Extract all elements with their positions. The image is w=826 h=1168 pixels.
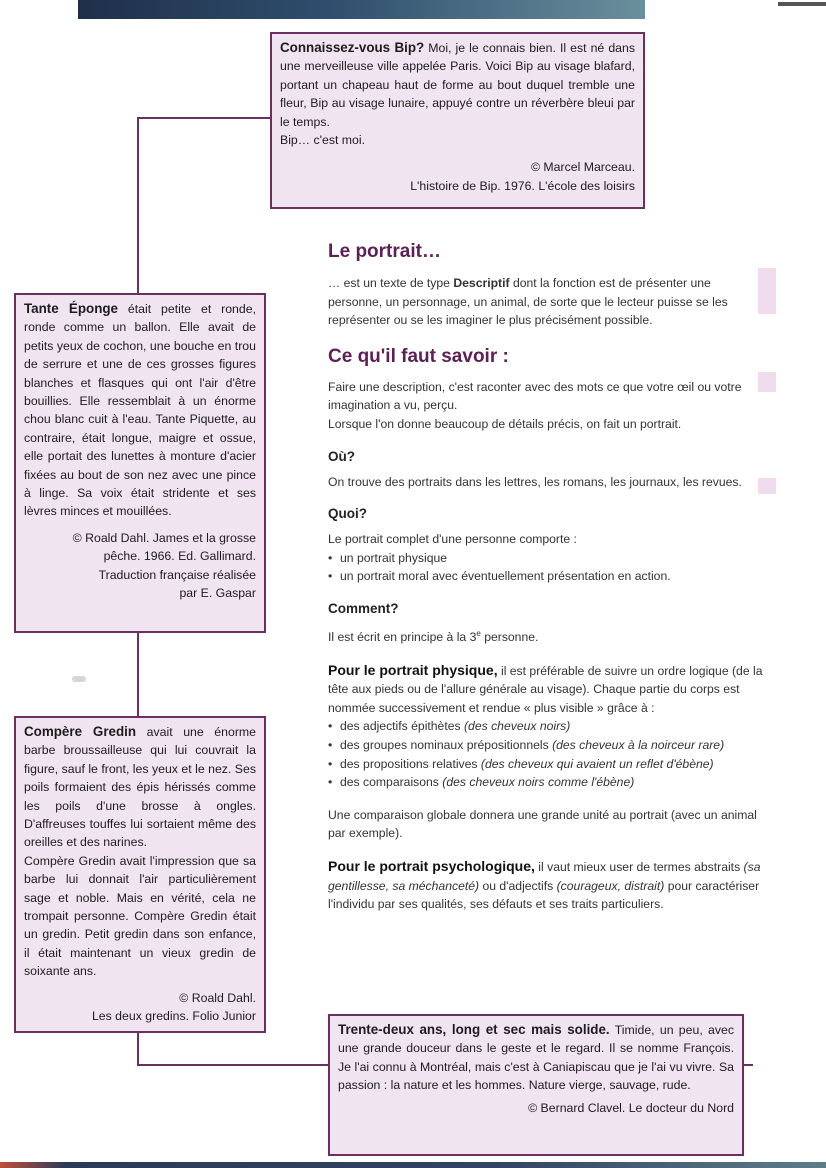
quoi-list: [328, 549, 764, 586]
section-heading-savoir: Ce qu'il faut savoir :: [328, 345, 509, 367]
quote-box-bip: [270, 32, 645, 209]
quote-body: [338, 1021, 734, 1095]
scan-smudge: [72, 676, 86, 682]
physique-list: [328, 717, 764, 791]
quote-text: Moi, je le connais bien. Il est né dans une merveilleuse ville appelée Paris. Voici Bip au visage blafard, portant un chapeau haut de forme au bout duquel tremble une fleur, Bip au visage lunaire, appuyé contre un réverbère bleui par le temps.: [280, 41, 635, 129]
quote-box-clavel: [328, 1014, 744, 1156]
comment-part: personne.: [480, 630, 539, 644]
physique-text: il est préférable de suivre un ordre logique (de la tête aux pieds ou de l'allure générale au visage). Chaque partie du corps est nommée successivement et rendue « plus visible » grâce à :: [328, 663, 763, 715]
quote-credit: © Roald Dahl. James et la grosse: [72, 530, 256, 545]
quote-box-gredin: [14, 716, 266, 1033]
quote-credit: pêche. 1966. Ed. Gallimard.: [103, 549, 256, 564]
list-item: [328, 736, 764, 755]
quote-text: Timide, un peu, avec une grande douceur dans le geste et le regard. Il se nomme François. Je l'ai connu à Montréal, mais c'est à Caniapiscau que je l'ai vu vivre. Sa passion : la nature et les hommes. Nature vierge, sauvage, rude.: [338, 1023, 734, 1093]
psycho-example: (courageux, distrait): [556, 878, 665, 893]
ou-text: On trouve des portraits dans les lettres, les romans, les journaux, les revues.: [328, 474, 742, 489]
psycho-example: (sa gentillesse, sa méchanceté): [328, 859, 761, 893]
item-text: des comparaisons: [340, 775, 443, 790]
quote-credit: L'histoire de Bip. 1976. L'école des loisirs: [410, 178, 635, 193]
psycho-text: pour caractériser l'individu par ses qualités, ses défauts et ses traits particuliers.: [328, 878, 760, 912]
superscript: e: [476, 628, 481, 638]
item-example: (des cheveux noirs): [463, 719, 571, 734]
item-text: des adjectifs épithètes: [340, 719, 464, 734]
item-example: (des cheveux qui avaient un reflet d'ébène): [480, 756, 714, 771]
quote-lead: Compère Gredin: [24, 724, 137, 739]
quote-credit: Les deux gredins. Folio Junior: [91, 1009, 256, 1024]
item-text: des propositions relatives: [340, 756, 481, 771]
top-right-mark: [778, 2, 826, 6]
quote-last: Bip… c'est moi.: [280, 133, 366, 148]
psycho-paragraph: [328, 857, 764, 914]
quote-text-2: Compère Gredin avait l'impression que sa barbe lui donnait l'air particulièrement sage et noble. Mais en vérité, cela ne trompait personne. Compère Gredin était un gredin. Petit gredin dans son enfance, il était maintenant un vieux gredin de soixante ans.: [24, 853, 256, 979]
subheading-ou: Où?: [328, 448, 355, 464]
quote-lead: Connaissez-vous Bip?: [280, 40, 425, 55]
savoir-text: Faire une description, c'est raconter avec des mots ce que votre œil ou votre imagination a vu, perçu.: [328, 379, 742, 413]
list-item: • un portrait physique: [328, 549, 764, 568]
intro-text: … est un texte de type: [328, 276, 454, 290]
connector-line: [137, 632, 139, 716]
physique-paragraph: [328, 661, 764, 718]
list-item: [328, 717, 764, 736]
quote-credit: par E. Gaspar: [179, 586, 256, 601]
connector-line: [137, 117, 271, 119]
quote-lead: Tante Éponge: [24, 301, 119, 316]
subheading-comment: Comment?: [328, 600, 399, 616]
list-item: • un portrait moral avec éventuellement présentation en action.: [328, 567, 764, 586]
quote-credit: © Marcel Marceau.: [530, 160, 635, 175]
quote-text: avait une énorme barbe broussailleuse qui lui couvrait la figure, sauf le front, les yeux et le nez. Ses poils formaient des épis hérissés comme les poils d'une brosse à ongles. D'affreuses touffes lui sortaient même des oreilles et des narines.: [24, 725, 256, 850]
comment-text: [328, 625, 764, 647]
quote-body: [24, 723, 256, 852]
item-text: des groupes nominaux prépositionnels: [340, 737, 553, 752]
quote-text: était petite et ronde, ronde comme un ballon. Elle avait de petits yeux de cochon, une bouche en trou de serrure et une de ces grosses figures blanches et flasques qui ont l'air d'être bouillies. Elle ressemblait à un énorme chou blanc cuit à l'eau. Tante Piquette, au contraire, était longue, maigre et ossue, elle portait des lunettes à monture d'acier fixées au bout de son nez avec une pince à linge. Sa voix était stridente et ses lèvres minces et mouillées.: [24, 302, 256, 519]
quote-body: [280, 39, 635, 131]
comment-part: Il est écrit en principe à la 3: [328, 630, 477, 644]
psycho-lead: Pour le portrait psychologique,: [328, 857, 535, 874]
item-example: (des cheveux à la noirceur rare): [552, 737, 725, 752]
quoi-text: Le portrait complet d'une personne comporte :: [328, 532, 577, 547]
bottom-banner: [0, 1162, 826, 1168]
quote-credit: Traduction française réalisée: [98, 567, 256, 582]
item-example: (des cheveux noirs comme l'ébène): [442, 775, 635, 790]
quote-credit: © Roald Dahl.: [179, 990, 256, 1005]
list-item: [328, 755, 764, 774]
intro-keyword: Descriptif: [453, 276, 510, 290]
quote-lead: Trente-deux ans, long et sec mais solide.: [338, 1022, 610, 1037]
quote-credit: © Bernard Clavel. Le docteur du Nord: [528, 1100, 734, 1115]
psycho-text: il vaut mieux user de termes abstraits: [534, 859, 744, 874]
intro-paragraph: [328, 274, 764, 330]
connector-line: [137, 1032, 139, 1066]
page-title: Le portrait…: [328, 241, 441, 262]
quote-box-eponge: [14, 293, 266, 633]
intro-text: dont la fonction est de présenter une personne, un personnage, un animal, de sorte que le lecteur puisse se les représenter ou se les imaginer le plus précisément possible.: [328, 276, 728, 328]
connector-line: [137, 117, 139, 293]
main-column: [328, 238, 764, 914]
list-item: [328, 773, 764, 792]
physique-lead: Pour le portrait physique,: [328, 661, 498, 678]
comparaison-text: Une comparaison globale donnera une grande unité au portrait (avec un animal par exemple).: [328, 807, 757, 841]
top-banner: [78, 0, 645, 19]
psycho-text: ou d'adjectifs: [479, 878, 557, 893]
connector-line: [743, 1064, 753, 1066]
connector-line: [137, 1064, 329, 1066]
subheading-quoi: Quoi?: [328, 506, 367, 522]
quote-body: [24, 300, 256, 521]
savoir-text: Lorsque l'on donne beaucoup de détails précis, on fait un portrait.: [328, 416, 682, 431]
